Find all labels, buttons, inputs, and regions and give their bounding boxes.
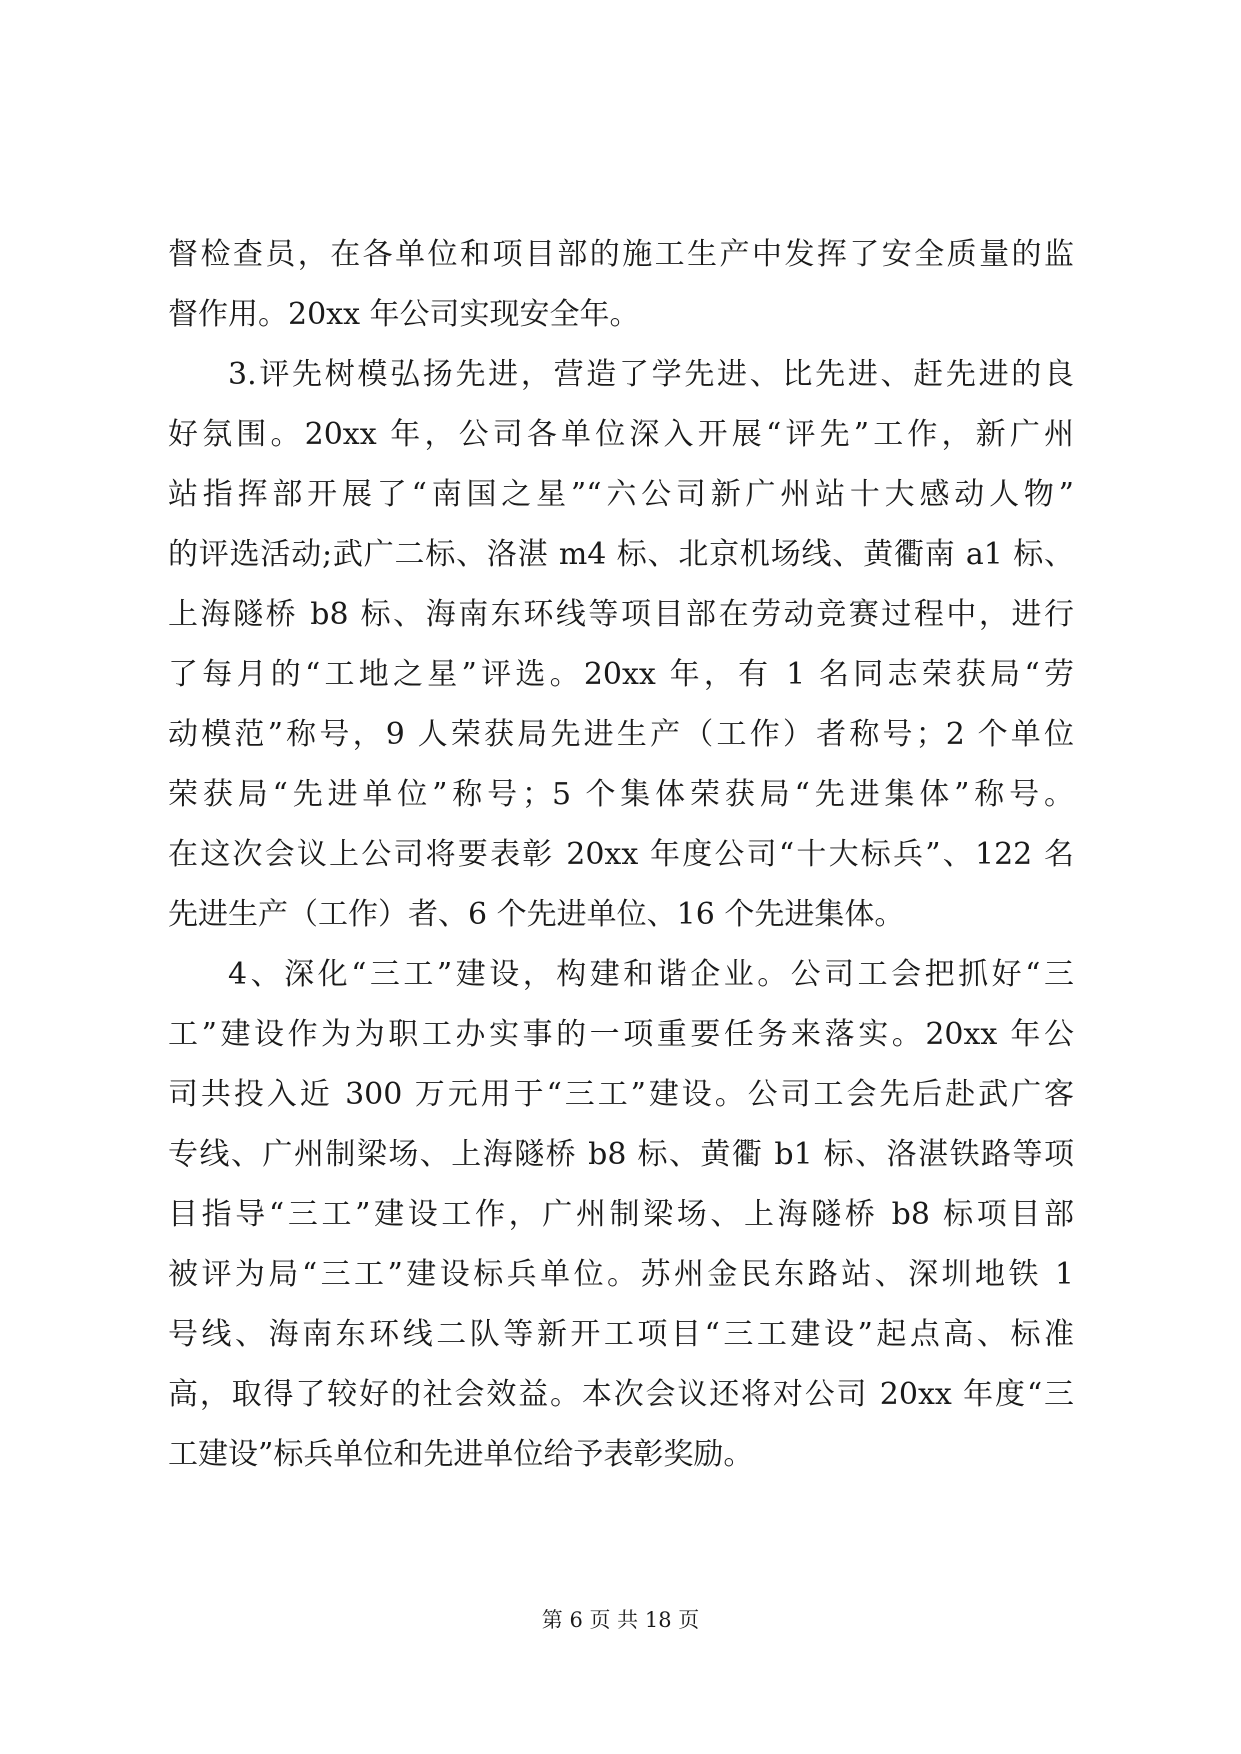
text-line-15: 司共投入近 300 万元用于“三工”建设。公司工会先后赴武广客 xyxy=(168,1077,1074,1112)
page-footer: 第 6 页 共 18 页 xyxy=(541,1608,700,1632)
body-text xyxy=(168,225,1074,1485)
text-line-18: 被评为局“三工”建设标兵单位。苏州金民东路站、深圳地铁 1 xyxy=(168,1257,1074,1292)
text-line-10: 荣获局“先进单位”称号；5 个集体荣获局“先进集体”称号。 xyxy=(168,777,1074,812)
text-line-4: 好氛围。20xx 年，公司各单位深入开展“评先”工作，新广州 xyxy=(168,417,1074,452)
text-line-2: 督作用。20xx 年公司实现安全年。 xyxy=(168,297,640,332)
text-line-5: 站指挥部开展了“南国之星”“六公司新广州站十大感动人物” xyxy=(168,477,1074,512)
text-line-6: 的评选活动;武广二标、洛湛 m4 标、北京机场线、黄衢南 a1 标、 xyxy=(168,537,1074,572)
text-line-3: 3.评先树模弘扬先进，营造了学先进、比先进、赶先进的良 xyxy=(228,357,1074,392)
text-line-1: 督检查员，在各单位和项目部的施工生产中发挥了安全质量的监 xyxy=(168,237,1074,272)
text-line-14: 工”建设作为为职工办实事的一项重要任务来落实。20xx 年公 xyxy=(168,1017,1074,1052)
text-line-12: 先进生产（工作）者、6 个先进单位、16 个先进集体。 xyxy=(168,897,905,932)
text-line-9: 动模范”称号，9 人荣获局先进生产（工作）者称号；2 个单位 xyxy=(168,717,1074,752)
text-line-7: 上海隧桥 b8 标、海南东环线等项目部在劳动竞赛过程中，进行 xyxy=(168,597,1074,632)
text-line-13: 4、深化“三工”建设，构建和谐企业。公司工会把抓好“三 xyxy=(228,957,1074,992)
text-line-19: 号线、海南东环线二队等新开工项目“三工建设”起点高、标准 xyxy=(168,1317,1074,1352)
text-line-11: 在这次会议上公司将要表彰 20xx 年度公司“十大标兵”、122 名 xyxy=(168,837,1074,872)
text-line-17: 目指导“三工”建设工作，广州制梁场、上海隧桥 b8 标项目部 xyxy=(168,1197,1074,1232)
text-line-8: 了每月的“工地之星”评选。20xx 年，有 1 名同志荣获局“劳 xyxy=(168,657,1074,692)
text-line-16: 专线、广州制梁场、上海隧桥 b8 标、黄衢 b1 标、洛湛铁路等项 xyxy=(168,1137,1074,1172)
text-line-20: 高，取得了较好的社会效益。本次会议还将对公司 20xx 年度“三 xyxy=(168,1377,1074,1412)
text-line-21: 工建设”标兵单位和先进单位给予表彰奖励。 xyxy=(168,1437,754,1472)
